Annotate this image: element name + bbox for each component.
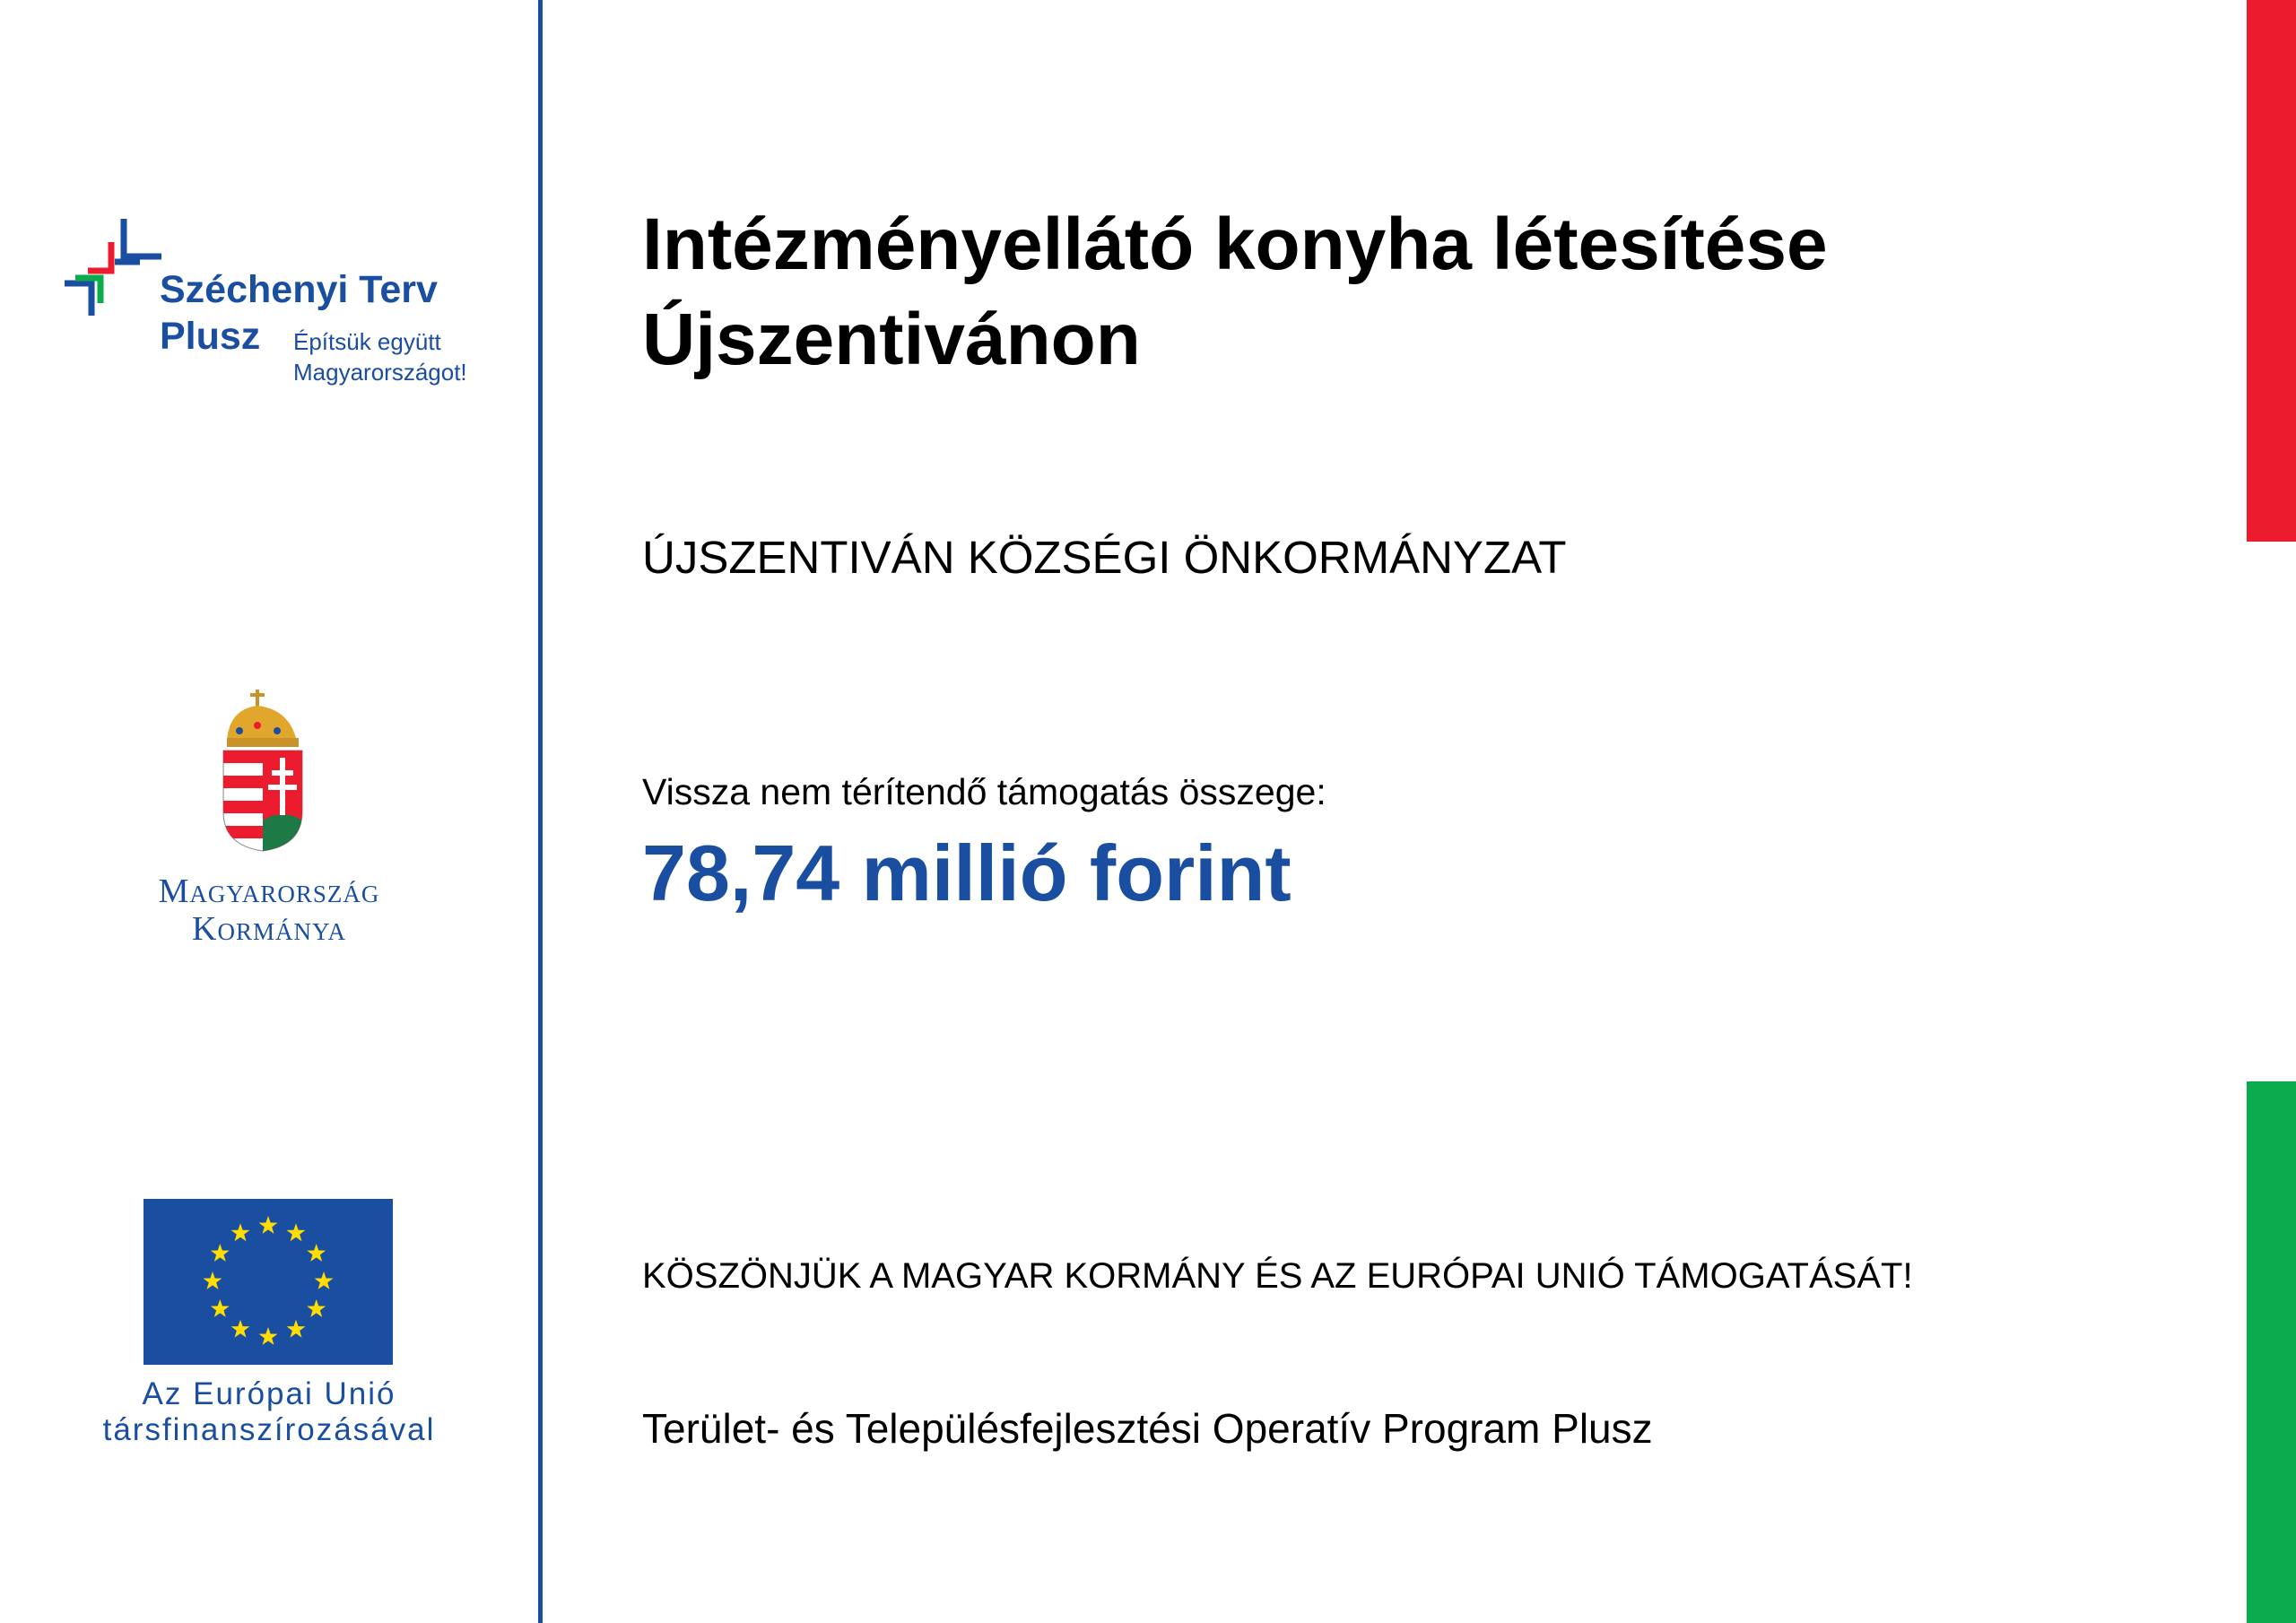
flag-stripe-green — [2247, 1081, 2296, 1623]
flag-stripe-red — [2247, 0, 2296, 542]
grant-amount: 78,74 millió forint — [642, 829, 1292, 917]
eu-star-icon — [231, 1320, 250, 1338]
eu-stars-icon — [144, 1199, 393, 1365]
szechenyi-slogan — [293, 326, 467, 387]
szechenyi-slogan-line2: Magyarországot! — [293, 359, 467, 386]
grant-label: Vissza nem térítendő támogatás összege: — [642, 771, 1326, 812]
beneficiary-name: ÚJSZENTIVÁN KÖZSÉGI ÖNKORMÁNYZAT — [642, 532, 1567, 583]
eu-flag — [144, 1199, 393, 1365]
eu-star-icon — [204, 1271, 222, 1289]
szechenyi-terv-plusz-logo — [63, 217, 493, 387]
project-title-line2: Újszentivánon — [642, 299, 1141, 380]
eu-cofinancing-logo — [72, 1197, 466, 1466]
eu-text-line1: Az Európai Unió — [142, 1376, 396, 1411]
hungarian-coat-of-arms-icon — [220, 686, 314, 856]
eu-star-icon — [287, 1320, 306, 1338]
eu-star-icon — [287, 1223, 306, 1241]
eu-star-icon — [211, 1244, 230, 1262]
eu-star-icon — [211, 1299, 230, 1317]
vertical-divider — [538, 0, 543, 1623]
eu-star-icon — [307, 1244, 326, 1262]
szechenyi-title: Széchenyi Terv — [160, 268, 438, 311]
eu-star-icon — [315, 1271, 334, 1289]
eu-star-icon — [307, 1299, 326, 1317]
project-title-line1: Intézményellátó konyha létesítése — [642, 204, 1828, 285]
eu-text-line2: társfinanszírozásával — [102, 1412, 436, 1447]
government-name-line2: Kormánya — [192, 910, 346, 948]
szechenyi-slogan-line1: Építsük együtt — [293, 328, 441, 355]
program-name: Terület- és Településfejlesztési Operatív Program Plusz — [642, 1405, 1653, 1452]
hungarian-government-logo — [90, 686, 448, 946]
eu-star-icon — [259, 1327, 278, 1345]
project-title — [642, 197, 1828, 387]
eu-star-icon — [259, 1216, 278, 1234]
thanks-message: KÖSZÖNJÜK A MAGYAR KORMÁNY ÉS AZ EURÓPAI UNIÓ TÁMOGATÁSÁT! — [642, 1256, 1913, 1296]
szechenyi-plusz: Plusz — [160, 315, 261, 358]
szechenyi-cross-icon — [63, 217, 166, 320]
government-name-line1: Magyarország — [158, 872, 380, 910]
eu-cofinancing-text — [72, 1376, 466, 1448]
government-name — [90, 872, 448, 948]
eu-star-icon — [231, 1223, 250, 1241]
